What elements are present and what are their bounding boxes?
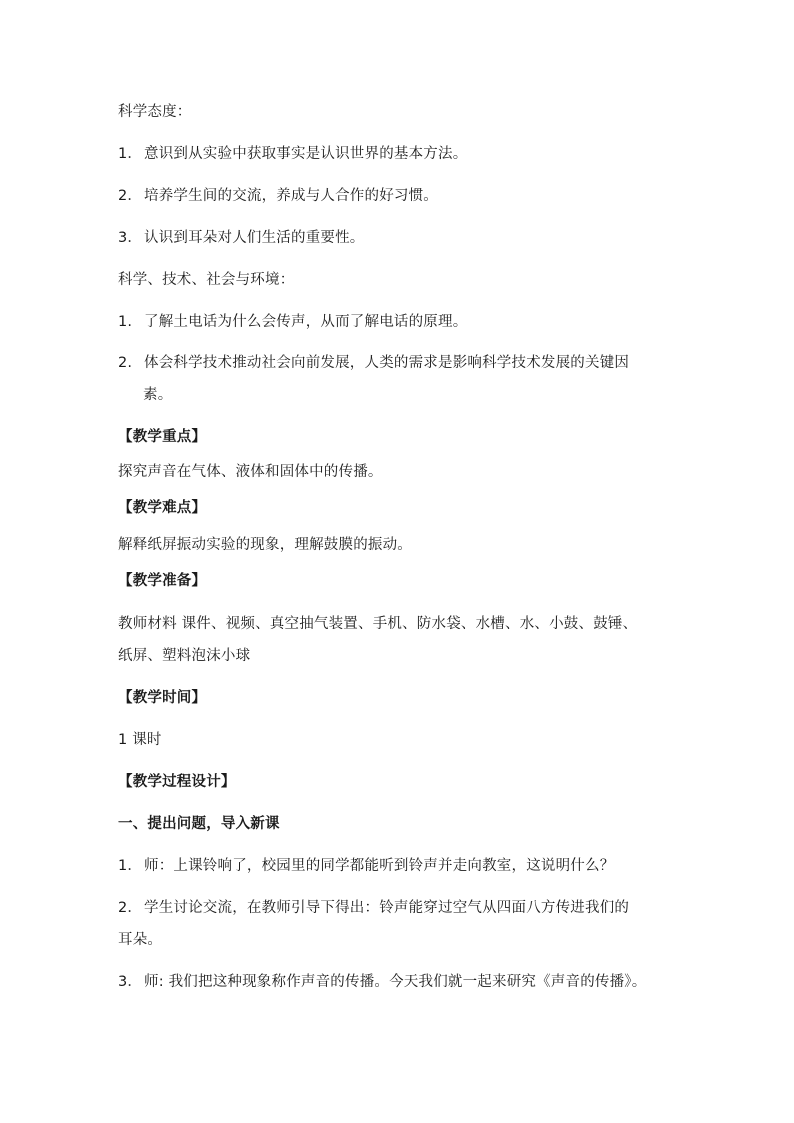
process-item-2-continuation: 耳朵。 <box>118 932 163 948</box>
item-number: 2. <box>118 355 133 371</box>
item-text: 了解土电话为什么会传声，从而了解电话的原理。 <box>144 314 468 330</box>
stse-item-2-continuation: 素。 <box>143 387 173 403</box>
item-text: 师: 我们把这种现象称作声音的传播。今天我们就一起来研究《声音的传播》。 <box>144 974 647 990</box>
item-text: 师：上课铃响了，校园里的同学都能听到铃声并走向教室，这说明什么？ <box>144 858 615 874</box>
attitude-item-3 <box>118 228 365 248</box>
preparation-heading: 【教学准备】 <box>118 573 207 589</box>
time-heading: 【教学时间】 <box>118 690 207 706</box>
preparation-line-1: 教师材料 课件、视频、真空抽气装置、手机、防水袋、水槽、水、小鼓、鼓锤、 <box>118 616 638 632</box>
preparation-line-2: 纸屏、塑料泡沫小球 <box>118 648 251 664</box>
item-text: 意识到从实验中获取事实是认识世界的基本方法。 <box>144 146 468 162</box>
difficulty-text: 解释纸屏振动实验的现象，理解鼓膜的振动。 <box>118 537 412 553</box>
process-item-3 <box>118 972 646 992</box>
item-number: 1. <box>118 314 133 330</box>
stse-heading: 科学、技术、社会与环境： <box>118 272 295 288</box>
key-point-text: 探究声音在气体、液体和固体中的传播。 <box>118 464 383 480</box>
difficulty-heading: 【教学难点】 <box>118 500 207 516</box>
item-number: 1． <box>118 146 143 162</box>
item-text: 学生讨论交流，在教师引导下得出：铃声能穿过空气从四面八方传进我们的 <box>144 900 630 916</box>
item-number: 2． <box>118 900 143 916</box>
attitude-item-1 <box>118 144 467 164</box>
item-text: 体会科学技术推动社会向前发展，人类的需求是影响科学技术发展的关键因 <box>144 355 630 371</box>
stse-item-2 <box>118 353 629 373</box>
time-text: 1 课时 <box>118 732 162 748</box>
stse-item-1 <box>118 312 467 332</box>
item-number: 3． <box>118 974 143 990</box>
item-text: 认识到耳朵对人们生活的重要性。 <box>144 230 365 246</box>
attitude-item-2 <box>118 186 438 206</box>
item-number: 3． <box>118 230 143 246</box>
attitude-heading: 科学态度： <box>118 104 192 120</box>
process-section-1-title: 一、提出问题，导入新课 <box>118 816 280 832</box>
process-item-2 <box>118 898 629 918</box>
key-point-heading: 【教学重点】 <box>118 429 207 445</box>
item-text: 培养学生间的交流，养成与人合作的好习惯。 <box>144 188 438 204</box>
process-heading: 【教学过程设计】 <box>118 774 236 790</box>
item-number: 1． <box>118 858 143 874</box>
item-number: 2． <box>118 188 143 204</box>
process-item-1 <box>118 856 614 876</box>
